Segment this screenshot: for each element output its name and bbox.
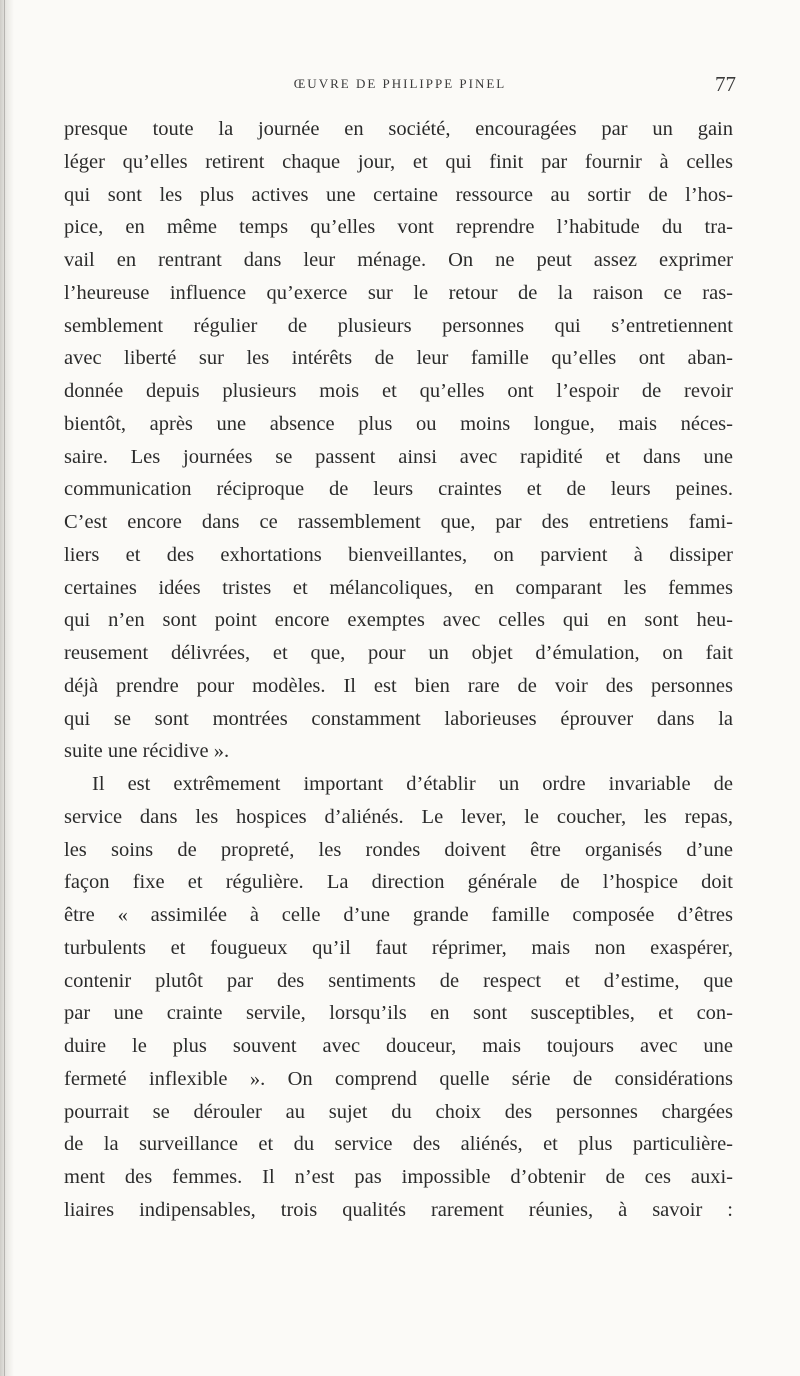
text-line: de la surveillance et du service des aliénés, et plus particulière- bbox=[64, 1133, 733, 1156]
text-line: pourrait se dérouler au sujet du choix des personnes chargées bbox=[64, 1100, 733, 1123]
text-line: C’est encore dans ce rassemblement que, par des entretiens fami- bbox=[64, 511, 733, 533]
binding-edge bbox=[4, 0, 5, 1376]
text-line: l’heureuse influence qu’exerce sur le retour de la raison ce ras- bbox=[64, 281, 733, 304]
text-line: service dans les hospices d’aliénés. Le lever, le coucher, les repas, bbox=[64, 805, 733, 828]
text-line: suite une récidive ». bbox=[64, 740, 230, 763]
text-line: pice, en même temps qu’elles vont reprendre l’habitude du tra- bbox=[64, 216, 733, 239]
text-line: les soins de propreté, les rondes doivent être organisés d’une bbox=[64, 838, 733, 861]
running-header bbox=[0, 72, 800, 100]
text-line: saire. Les journées se passent ainsi avec rapidité et dans une bbox=[64, 445, 733, 468]
text-line: presque toute la journée en société, encouragées par un gain bbox=[64, 118, 733, 140]
text-line: semblement régulier de plusieurs personnes qui s’entretiennent bbox=[64, 314, 733, 337]
page-number: 77 bbox=[715, 72, 736, 96]
text-line: vail en rentrant dans leur ménage. On ne peut assez exprimer bbox=[64, 249, 733, 271]
text-line: qui se sont montrées constamment laborieuses éprouver dans la bbox=[64, 707, 733, 730]
text-line: duire le plus souvent avec douceur, mais toujours avec une bbox=[64, 1035, 733, 1057]
text-line: avec liberté sur les intérêts de leur famille qu’elles ont aban- bbox=[64, 347, 733, 370]
text-line: léger qu’elles retirent chaque jour, et qui finit par fournir à celles bbox=[64, 150, 733, 173]
text-line: turbulents et fougueux qu’il faut réprimer, mais non exaspérer, bbox=[64, 936, 733, 959]
text-line: donnée depuis plusieurs mois et qu’elles ont l’espoir de revoir bbox=[64, 380, 733, 402]
text-line: liers et des exhortations bienveillantes, on parvient à dissiper bbox=[64, 543, 733, 566]
binding-shadow bbox=[0, 0, 14, 1376]
text-line: qui sont les plus actives une certaine ressource au sortir de l’hos- bbox=[64, 183, 733, 206]
text-line: façon fixe et régulière. La direction générale de l’hospice doit bbox=[64, 871, 733, 894]
text-line: certaines idées tristes et mélancoliques, en comparant les femmes bbox=[64, 576, 733, 599]
text-line: déjà prendre pour modèles. Il est bien rare de voir des personnes bbox=[64, 674, 733, 697]
text-line: par une crainte servile, lorsqu’ils en sont susceptibles, et con- bbox=[64, 1002, 733, 1025]
text-line: contenir plutôt par des sentiments de respect et d’estime, que bbox=[64, 969, 733, 992]
running-title: ŒUVRE DE PHILIPPE PINEL bbox=[293, 76, 507, 91]
text-line: communication réciproque de leurs craintes et de leurs peines. bbox=[64, 478, 733, 501]
text-line: liaires indipensables, trois qualités rarement réunies, à savoir : bbox=[64, 1198, 733, 1221]
text-line: ment des femmes. Il n’est pas impossible d’obtenir de ces auxi- bbox=[64, 1166, 733, 1188]
text-line: fermeté inflexible ». On comprend quelle série de considérations bbox=[64, 1067, 733, 1090]
body-text bbox=[64, 113, 733, 1227]
text-line: Il est extrêmement important d’établir un ordre invariable de bbox=[92, 773, 733, 795]
text-line: reusement délivrées, et que, pour un objet d’émulation, on fait bbox=[64, 642, 733, 664]
text-line: bientôt, après une absence plus ou moins longue, mais néces- bbox=[64, 412, 733, 435]
text-line: être « assimilée à celle d’une grande famille composée d’êtres bbox=[64, 904, 733, 926]
text-line: qui n’en sont point encore exemptes avec celles qui en sont heu- bbox=[64, 609, 733, 632]
